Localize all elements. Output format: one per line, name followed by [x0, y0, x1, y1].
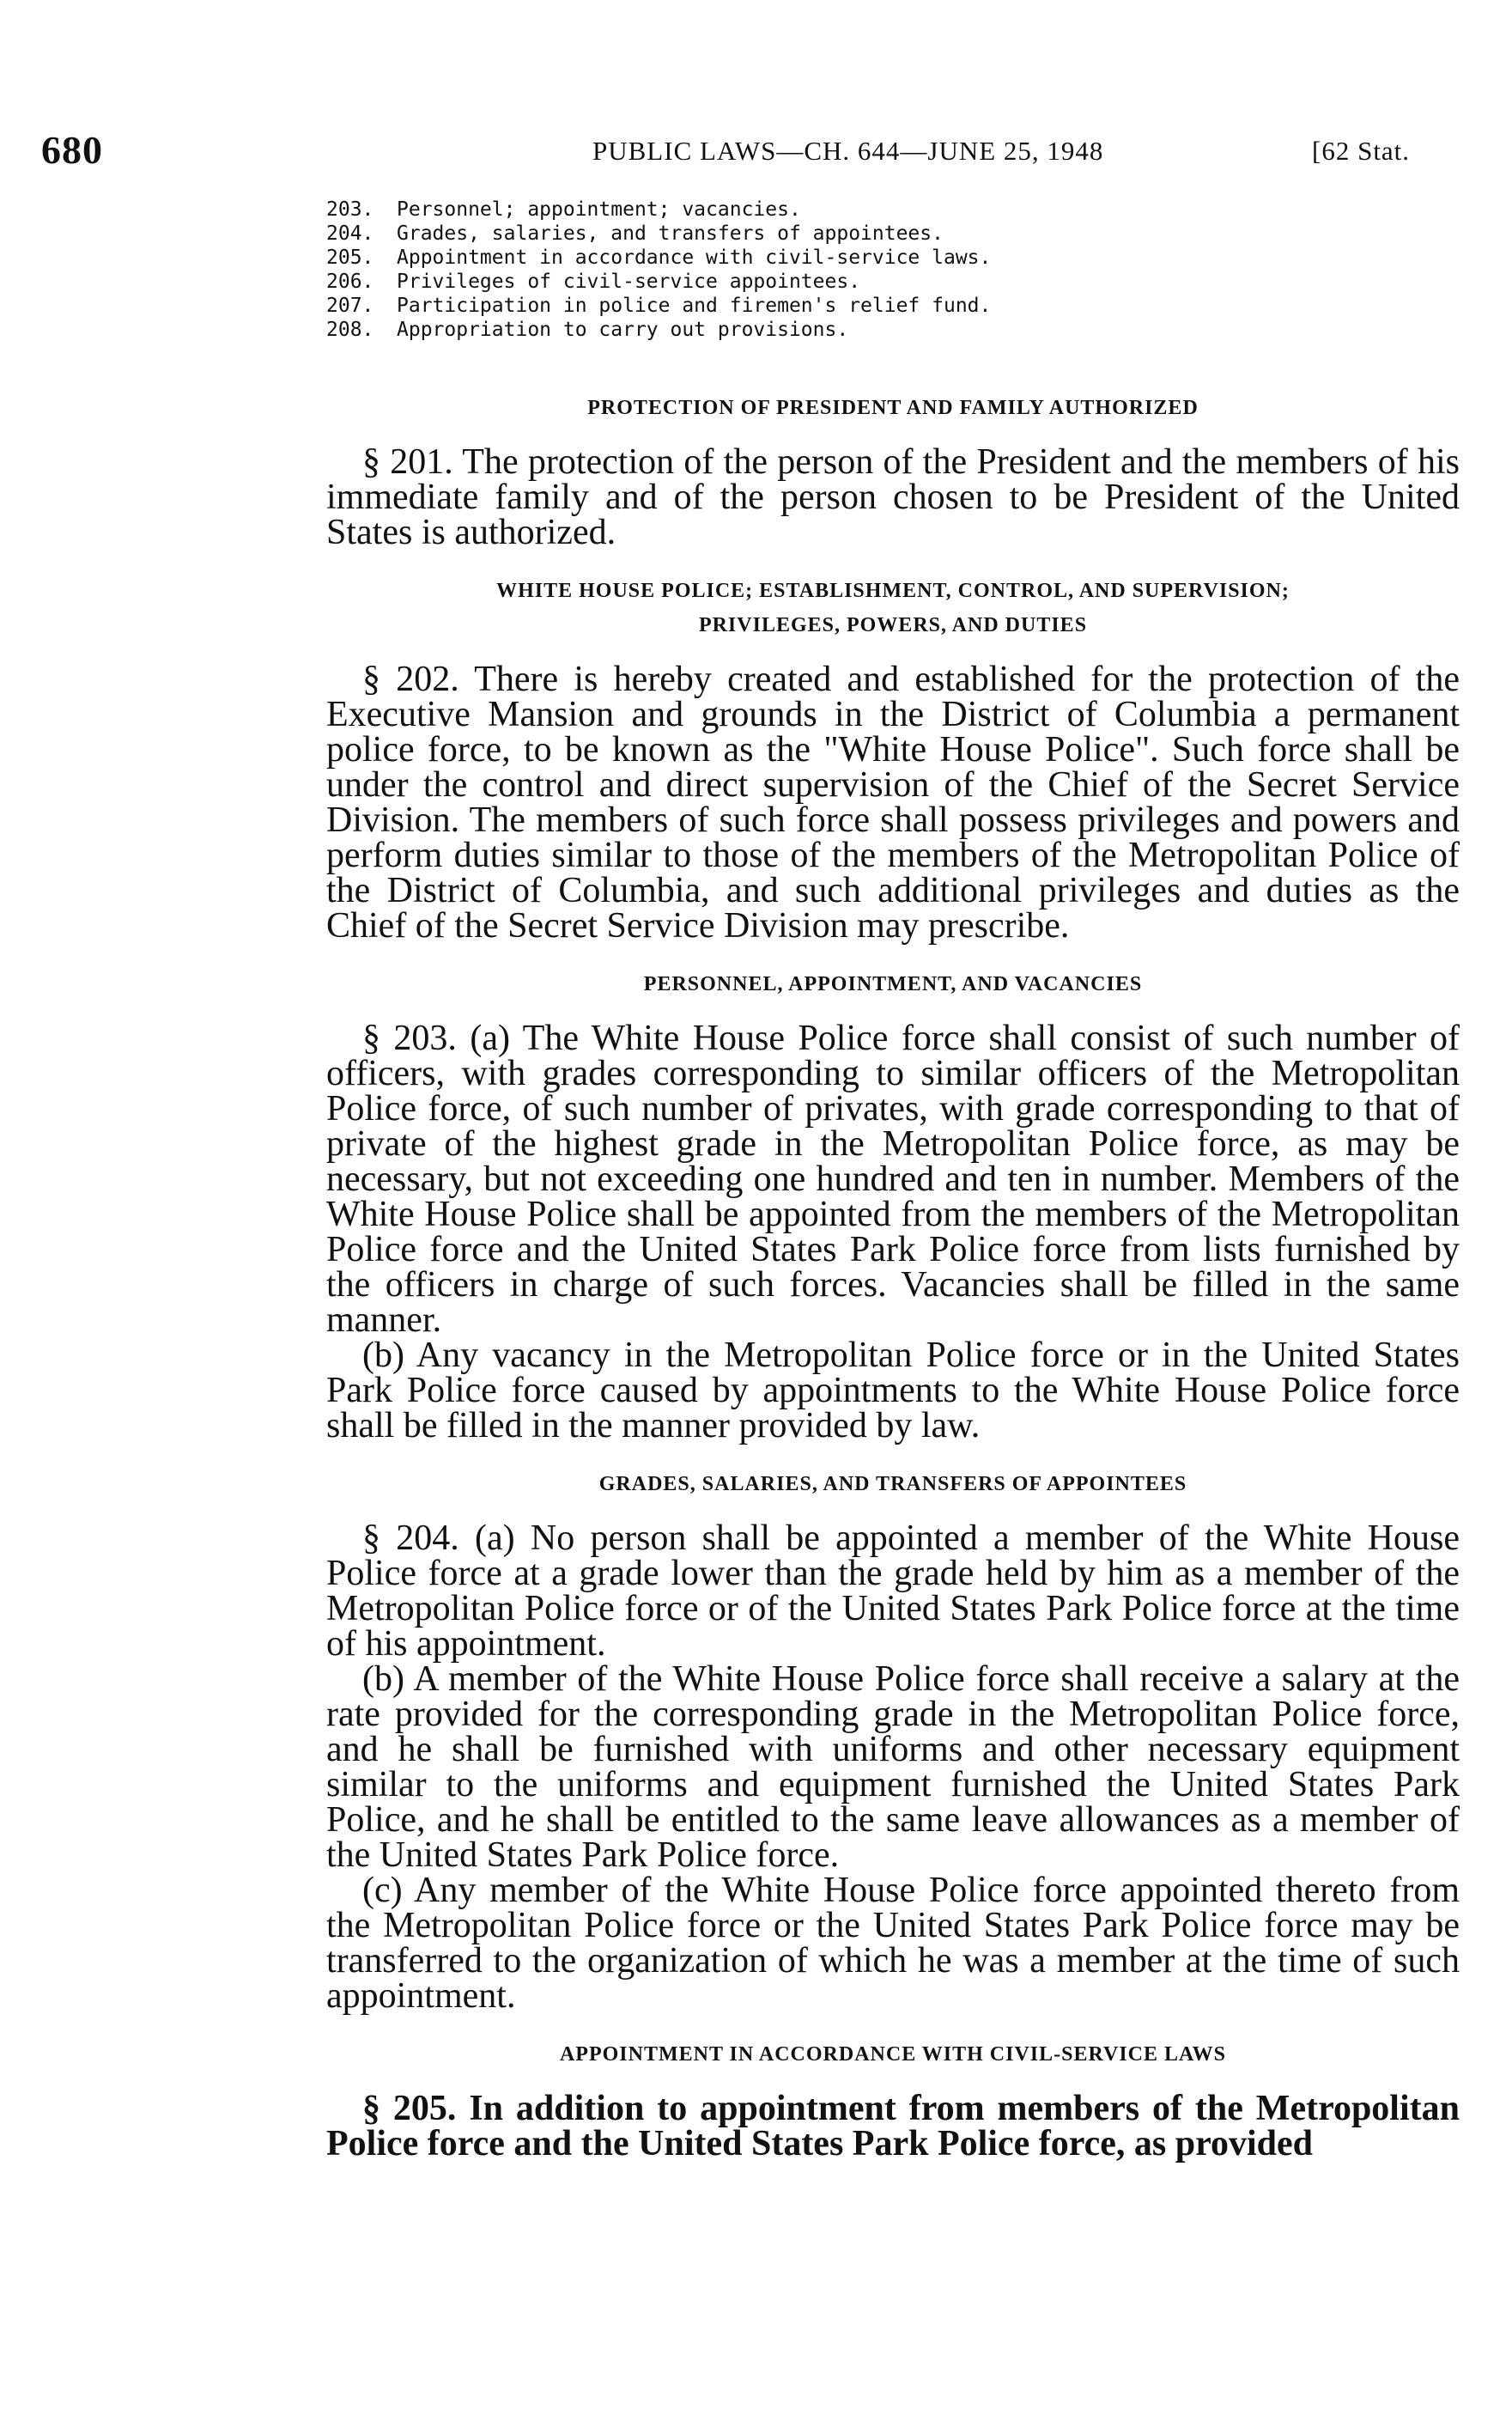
page-number: 680	[41, 128, 103, 172]
section-list-number: 208.	[326, 319, 374, 341]
section-203-paragraph-a: § 203. (a) The White House Police force shall consist of such number of officers, with grades corresponding to similar officers of the Metropolitan Police force, of such number of privates, with grade corresponding to that of private of the highest grade in the Metropolitan Police force, as may be necessary, but not exceeding one hundred and ten in number. Members of the White House Police shall be appointed from the members of the Metropolitan Police force and the United States Park Police force from lists furnished by the officers in charge of such forces. Vacancies shall be filled in the same manner.	[326, 1019, 1460, 1340]
section-list-item	[326, 270, 1460, 294]
section-list	[326, 198, 1460, 342]
section-list-item	[326, 246, 1460, 270]
section-list-number: 205.	[326, 246, 374, 269]
section-list-text: Grades, salaries, and transfers of appointees.	[397, 222, 944, 245]
section-list-text: Privileges of civil-service appointees.	[397, 271, 861, 293]
section-heading-202-line1: WHITE HOUSE POLICE; ESTABLISHMENT, CONTROL, AND SUPERVISION;	[496, 580, 1290, 602]
section-list-item	[326, 198, 1460, 222]
section-list-number: 207.	[326, 295, 374, 317]
section-list-number: 206.	[326, 271, 374, 293]
section-list-number: 203.	[326, 198, 374, 221]
document-body	[326, 393, 1460, 2162]
statute-reference: [62 Stat.	[1312, 136, 1411, 166]
section-heading-203: PERSONNEL, APPOINTMENT, AND VACANCIES	[643, 973, 1143, 995]
section-list-text: Participation in police and firemen's relief fund.	[397, 295, 992, 317]
section-heading-204: GRADES, SALARIES, AND TRANSFERS OF APPOINTEES	[598, 1473, 1187, 1495]
section-heading-205: APPOINTMENT IN ACCORDANCE WITH CIVIL-SERVICE LAWS	[559, 2043, 1227, 2066]
section-list-text: Appointment in accordance with civil-service laws.	[397, 246, 992, 269]
section-list-text: Personnel; appointment; vacancies.	[397, 198, 801, 221]
running-title: PUBLIC LAWS—CH. 644—JUNE 25, 1948	[592, 136, 1104, 166]
section-205-paragraph: § 205. In addition to appointment from members of the Metropolitan Police force and the United States Park Police force, as provided	[326, 2089, 1460, 2163]
section-204-paragraph-a: § 204. (a) No person shall be appointed a member of the White House Police force at a grade lower than the grade held by him as a member of the Metropolitan Police force or of the United States Park Police force at the time of his appointment.	[326, 1518, 1460, 1664]
running-header	[0, 127, 1512, 172]
section-204-paragraph-c: (c) Any member of the White House Police force appointed thereto from the Metropolitan Police force or the United States Park Police force may be transferred to the organization of which he was a member at the time of such appointment.	[326, 1871, 1460, 2016]
section-heading-201: PROTECTION OF PRESIDENT AND FAMILY AUTHORIZED	[587, 397, 1199, 419]
section-heading-202-line2: PRIVILEGES, POWERS, AND DUTIES	[698, 614, 1088, 636]
section-202-paragraph: § 202. There is hereby created and established for the protection of the Executive Mansion and grounds in the District of Columbia a permanent police force, to be known as the "White House Police". Such force shall be under the control and direct supervision of the Chief of the Secret Service Division. The members of such force shall possess privileges and powers and perform duties similar to those of the members of the Metropolitan Police of the District of Columbia, and such additional privileges and duties as the Chief of the Secret Service Division may prescribe.	[326, 660, 1460, 946]
section-204-paragraph-b: (b) A member of the White House Police force shall receive a salary at the rate provided for the corresponding grade in the Metropolitan Police force, and he shall be furnished with uniforms and other necessary equipment similar to the uniforms and equipment furnished the United States Park Police, and he shall be entitled to the same leave allowances as a member of the United States Park Police force.	[326, 1659, 1460, 1875]
section-203-paragraph-b: (b) Any vacancy in the Metropolitan Police force or in the United States Park Police force caused by appointments to the White House Police force shall be filled in the manner provided by law.	[326, 1336, 1460, 1445]
section-list-item	[326, 294, 1460, 318]
section-201-paragraph: § 201. The protection of the person of the President and the members of his immediate family and of the person chosen to be President of the United States is authorized.	[326, 442, 1460, 552]
section-list-item	[326, 222, 1460, 246]
section-list-text: Appropriation to carry out provisions.	[397, 319, 849, 341]
section-list-item	[326, 318, 1460, 342]
section-list-number: 204.	[326, 222, 374, 245]
